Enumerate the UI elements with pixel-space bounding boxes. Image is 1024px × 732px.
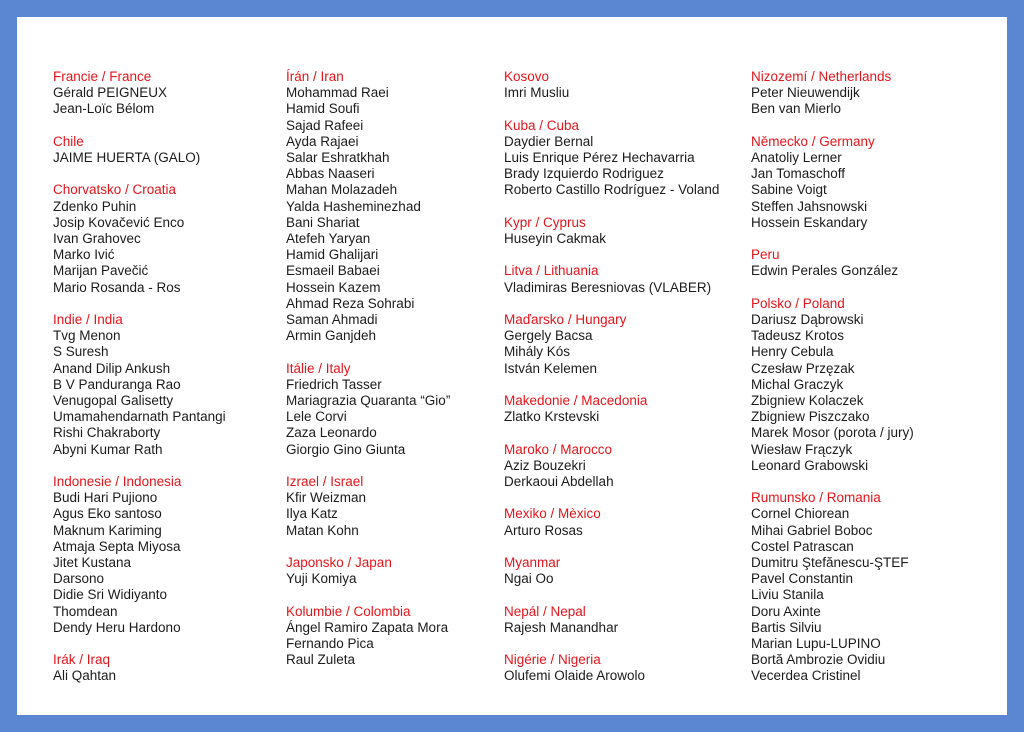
participant-name: Sabine Voigt <box>751 182 827 198</box>
participant-name: Saman Ahmadi <box>286 312 378 328</box>
country-group <box>504 506 744 538</box>
participant-name: Wiesław Frączyk <box>751 441 853 457</box>
country-heading: Německo / Germany <box>751 133 875 149</box>
participant-name: Bortă Ambrozie Ovidiu <box>751 652 886 668</box>
participant-name: Vladimiras Beresniovas (VLABER) <box>504 279 712 295</box>
participant-name: Ali Qahtan <box>53 668 117 684</box>
country-heading: Kuba / Cuba <box>504 117 580 133</box>
country-heading: Indonesie / Indonesia <box>53 474 182 490</box>
country-heading: Myanmar <box>504 554 561 570</box>
country-group <box>53 652 283 684</box>
country-heading: Írán / Iran <box>286 69 344 84</box>
country-group <box>53 134 283 166</box>
participant-name: Ngai Oo <box>504 571 554 587</box>
country-group <box>286 474 500 539</box>
participant-name: Hamid Soufi <box>286 101 360 117</box>
country-heading: Itálie / Italy <box>286 360 351 376</box>
country-heading: Polsko / Poland <box>751 295 845 311</box>
country-group <box>504 215 744 247</box>
participant-name: Jitet Kustana <box>53 555 132 571</box>
participant-name: Mohammad Raei <box>286 85 389 101</box>
participant-name: Tadeusz Krotos <box>751 328 845 344</box>
participant-name: Vecerdea Cristinel <box>751 668 861 684</box>
participant-name: Ilya Katz <box>286 506 338 522</box>
participant-name: Bani Shariat <box>286 214 360 230</box>
participant-name: Mahan Molazadeh <box>286 182 398 198</box>
participant-name: Marek Mosor (porota / jury) <box>751 425 914 441</box>
country-group <box>504 69 744 101</box>
participant-name: Pavel Constantin <box>751 571 854 587</box>
participant-name: S Suresh <box>53 344 109 360</box>
country-heading: Makedonie / Macedonia <box>504 392 648 408</box>
participant-name: Atefeh Yaryan <box>286 231 371 247</box>
participant-name: Mihály Kós <box>504 344 571 360</box>
participant-name: István Kelemen <box>504 360 598 376</box>
participant-name: Luis Enrique Pérez Hechavarria <box>504 150 695 165</box>
participant-name: Anand Dilip Ankush <box>53 360 171 376</box>
country-group <box>504 442 744 491</box>
country-heading: Maďarsko / Hungary <box>504 311 627 327</box>
participant-name: Kfir Weizman <box>286 490 367 506</box>
participant-name: Giorgio Gino Giunta <box>286 441 406 457</box>
participant-name: Mario Rosanda - Ros <box>53 279 181 295</box>
participant-name: B V Panduranga Rao <box>53 376 181 392</box>
country-heading: Nizozemí / Netherlands <box>751 69 892 84</box>
participant-name: Olufemi Olaide Arowolo <box>504 668 646 684</box>
participant-name: Peter Nieuwendijk <box>751 85 860 101</box>
country-heading: Chile <box>53 133 84 149</box>
country-group <box>53 69 283 118</box>
column-1 <box>53 69 283 701</box>
participant-name: Marian Lupu-LUPINO <box>751 636 881 652</box>
country-group <box>751 490 991 684</box>
participant-name: Jean-Loïc Bélom <box>53 101 155 117</box>
participant-name: Zbigniew Kolaczek <box>751 393 864 409</box>
participant-name: Daydier Bernal <box>504 133 594 149</box>
participant-name: Steffen Jahsnowski <box>751 198 868 214</box>
country-group <box>504 555 744 587</box>
participant-name: Michal Graczyk <box>751 376 844 392</box>
participant-name: Sajad Rafeei <box>286 117 364 133</box>
participant-name: Marko Ivić <box>53 247 115 263</box>
participant-name: Umamahendarnath Pantangi <box>53 409 226 425</box>
participant-name: Lele Corvi <box>286 409 347 425</box>
participant-name: Costel Patrascan <box>751 538 854 554</box>
country-group <box>751 69 991 118</box>
participant-name: Budi Hari Pujiono <box>53 490 158 506</box>
column-2 <box>286 69 500 685</box>
participant-name: Aziz Bouzekri <box>504 457 586 473</box>
country-heading: Mexiko / Mèxico <box>504 506 601 522</box>
country-heading: Nigérie / Nigeria <box>504 652 601 668</box>
country-group <box>751 134 991 231</box>
participant-name: Huseyin Cakmak <box>504 231 607 246</box>
participant-name: Salar Eshratkhah <box>286 150 390 166</box>
participant-name: Imri Musliu <box>504 85 570 101</box>
participant-name: Thomdean <box>53 603 118 619</box>
participant-name: Cornel Chiorean <box>751 506 850 522</box>
participant-name: Zaza Leonardo <box>286 425 377 441</box>
participant-name: Mariagrazia Quaranta “Gio” <box>286 393 451 409</box>
participant-name: Tvg Menon <box>53 328 121 344</box>
participant-name: Maknum Kariming <box>53 522 162 538</box>
column-3 <box>504 69 744 701</box>
participant-name: Brady Izquierdo Rodriguez <box>504 166 664 182</box>
participant-name: Ivan Grahovec <box>53 231 141 246</box>
participant-name: Zlatko Krstevski <box>504 409 600 425</box>
participant-name: Rishi Chakraborty <box>53 425 161 441</box>
country-group <box>751 296 991 474</box>
participant-name: Esmaeil Babaei <box>286 263 380 279</box>
participant-name: Zbigniew Piszczako <box>751 409 870 425</box>
participant-name: Ayda Rajaei <box>286 133 359 149</box>
participant-name: Atmaja Septa Miyosa <box>53 538 181 554</box>
country-group <box>53 312 283 458</box>
country-group <box>504 652 744 684</box>
country-heading: Rumunsko / Romania <box>751 490 881 506</box>
participant-name: Friedrich Tasser <box>286 376 382 392</box>
country-group <box>53 182 283 295</box>
country-heading: Izrael / Israel <box>286 474 364 490</box>
country-group <box>504 263 744 295</box>
participant-name: Josip Kovačević Enco <box>53 214 185 230</box>
country-group <box>504 604 744 636</box>
participant-name: Liviu Stanila <box>751 587 824 603</box>
participant-name: Czesław Przęzak <box>751 360 855 376</box>
country-heading: Irák / Iraq <box>53 652 111 668</box>
country-group <box>504 118 744 199</box>
country-group <box>286 361 500 458</box>
participant-name: Ángel Ramiro Zapata Mora <box>286 619 449 635</box>
country-heading: Peru <box>751 247 780 263</box>
participant-name: Gérald PEIGNEUX <box>53 85 168 101</box>
participant-name: Abbas Naaseri <box>286 166 375 182</box>
country-heading: Kypr / Cyprus <box>504 214 586 230</box>
participant-name: Raul Zuleta <box>286 652 356 668</box>
participant-name: Armin Ganjdeh <box>286 328 377 344</box>
country-group <box>504 393 744 425</box>
country-heading: Litva / Lithuania <box>504 263 599 279</box>
participant-name: Roberto Castillo Rodríguez - Voland <box>504 182 720 198</box>
participant-name: Mihai Gabriel Boboc <box>751 522 873 538</box>
country-heading: Nepál / Nepal <box>504 603 586 619</box>
country-group <box>286 604 500 669</box>
participant-name: Dariusz Dąbrowski <box>751 312 864 327</box>
country-heading: Indie / India <box>53 312 123 327</box>
participant-name: Yalda Hasheminezhad <box>286 198 421 214</box>
participant-name: Hamid Ghalijari <box>286 247 379 263</box>
participant-name: Leonard Grabowski <box>751 457 869 473</box>
country-heading: Kolumbie / Colombia <box>286 603 411 619</box>
participant-name: Yuji Komiya <box>286 571 357 587</box>
participants-sheet <box>17 17 1007 715</box>
participant-name: JAIME HUERTA (GALO) <box>53 150 201 165</box>
participant-name: Hossein Kazem <box>286 279 381 295</box>
country-group <box>751 247 991 279</box>
country-group <box>53 474 283 636</box>
participant-name: Matan Kohn <box>286 522 359 538</box>
participant-name: Didie Sri Widiyanto <box>53 587 168 603</box>
participant-name: Edwin Perales González <box>751 263 899 279</box>
participant-name: Marijan Pavečić <box>53 263 149 279</box>
participant-name: Agus Eko santoso <box>53 506 162 522</box>
participant-name: Gergely Bacsa <box>504 328 593 344</box>
participant-name: Venugopal Galisetty <box>53 393 174 409</box>
country-heading: Maroko / Marocco <box>504 441 613 457</box>
country-heading: Francie / France <box>53 69 152 84</box>
participant-name: Dendy Heru Hardono <box>53 619 181 635</box>
country-heading: Chorvatsko / Croatia <box>53 182 177 198</box>
participant-name: Dumitru Ştefănescu-ŞTEF <box>751 555 909 571</box>
country-group <box>286 555 500 587</box>
participant-name: Ben van Mierlo <box>751 101 842 117</box>
participant-name: Arturo Rosas <box>504 522 583 538</box>
participant-name: Abyni Kumar Rath <box>53 441 163 457</box>
column-4 <box>751 69 991 701</box>
participant-name: Doru Axinte <box>751 603 821 619</box>
participant-name: Darsono <box>53 571 105 587</box>
participant-name: Zdenko Puhin <box>53 198 137 214</box>
country-group <box>504 312 744 377</box>
country-heading: Kosovo <box>504 69 550 84</box>
participant-name: Derkaoui Abdellah <box>504 473 614 489</box>
participant-name: Henry Cebula <box>751 344 834 360</box>
country-heading: Japonsko / Japan <box>286 555 392 571</box>
participant-name: Bartis Silviu <box>751 619 822 635</box>
participant-name: Hossein Eskandary <box>751 214 868 230</box>
participant-name: Jan Tomaschoff <box>751 166 846 182</box>
country-group <box>286 69 500 344</box>
participant-name: Rajesh Manandhar <box>504 619 619 635</box>
participant-name: Ahmad Reza Sohrabi <box>286 295 415 311</box>
participant-name: Fernando Pica <box>286 636 374 652</box>
participant-name: Anatoliy Lerner <box>751 150 842 165</box>
